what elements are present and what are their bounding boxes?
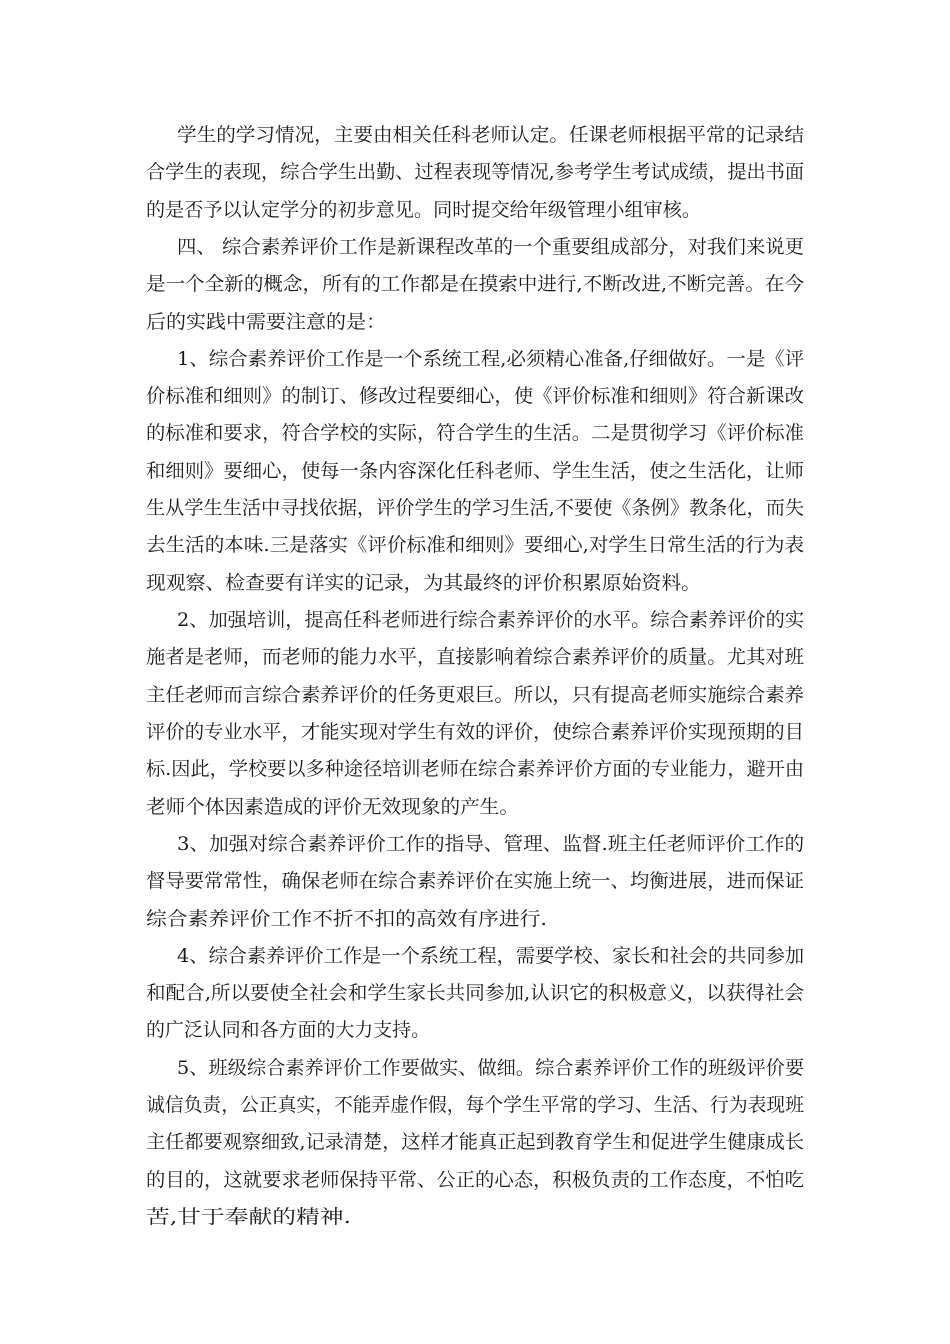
text-line-23: 4、综合素养评价工作是一个系统工程，需要学校、家长和社会的共同参加 [177,945,805,967]
text-line-1: 学生的学习情况，主要由相关任科老师认定。任课老师根据平常的记录结 [177,124,805,146]
text-line-19: 老师个体因素造成的评价无效现象的产生。 [146,796,520,818]
text-line-11: 生从学生生活中寻找依据，评价学生的学习生活,不要使《条例》教条化，而失 [146,497,805,519]
text-line-14: 2、加强培训，提高任科老师进行综合素养评价的水平。综合素养评价的实 [177,609,805,631]
text-line-20: 3、加强对综合素养评价工作的指导、管理、监督.班主任老师评价工作的 [177,833,805,855]
text-line-30: 苦,甘于奉献的精神. [146,1206,352,1228]
text-line-8: 价标准和细则》的制订、修改过程要细心，使《评价标准和细则》符合新课改 [146,385,805,407]
text-line-17: 评价的专业水平，才能实现对学生有效的评价，使综合素养评价实现预期的目 [146,721,805,743]
text-line-27: 诚信负责，公正真实，不能弄虚作假，每个学生平常的学习、生活、行为表现班 [146,1094,805,1116]
text-line-3: 的是否予以认定学分的初步意见。同时提交给年级管理小组审核。 [146,199,702,221]
text-line-7: 1、综合素养评价工作是一个系统工程,必须精心准备,仔细做好。一是《评 [177,348,805,370]
text-line-28: 主任都要观察细致,记录清楚，这样才能真正起到教育学生和促进学生健康成长 [146,1131,805,1153]
text-line-22: 综合素养评价工作不折不扣的高效有序进行. [146,908,548,930]
text-line-9: 的标准和要求，符合学校的实际，符合学生的生活。二是贯彻学习《评价标准 [146,422,805,444]
text-line-29: 的目的，这就要求老师保持平常、公正的心态，积极负责的工作态度，不怕吃 [146,1169,805,1191]
text-line-21: 督导要常常性，确保老师在综合素养评价在实施上统一、均衡进展，进而保证 [146,870,805,892]
text-line-4: 四、 综合素养评价工作是新课程改革的一个重要组成部分，对我们来说更 [177,236,805,258]
text-line-25: 的广泛认同和各方面的大力支持。 [146,1019,431,1041]
text-line-16: 主任老师而言综合素养评价的任务更艰巨。所以，只有提高老师实施综合素养 [146,684,805,706]
text-line-15: 施者是老师，而老师的能力水平，直接影响着综合素养评价的质量。尤其对班 [146,646,805,668]
text-line-26: 5、班级综合素养评价工作要做实、做细。综合素养评价工作的班级评价要 [177,1057,805,1079]
text-line-12: 去生活的本味.三是落实《评价标准和细则》要细心,对学生日常生活的行为表 [146,534,805,556]
text-line-6: 后的实践中需要注意的是： [146,311,387,333]
text-line-2: 合学生的表现，综合学生出勤、过程表现等情况,参考学生考试成绩，提出书面 [146,161,805,183]
text-line-18: 标.因此，学校要以多种途径培训老师在综合素养评价方面的专业能力，避开由 [146,758,805,780]
text-line-10: 和细则》要细心，使每一条内容深化任科老师、学生生活，使之生活化，让师 [146,460,805,482]
text-line-5: 是一个全新的概念，所有的工作都是在摸索中进行,不断改进,不断完善。在今 [146,273,805,295]
text-line-24: 和配合,所以要使全社会和学生家长共同参加,认识它的积极意义，以获得社会 [146,982,805,1004]
text-line-13: 现观察、检查要有详实的记录，为其最终的评价积累原始资料。 [146,572,701,594]
